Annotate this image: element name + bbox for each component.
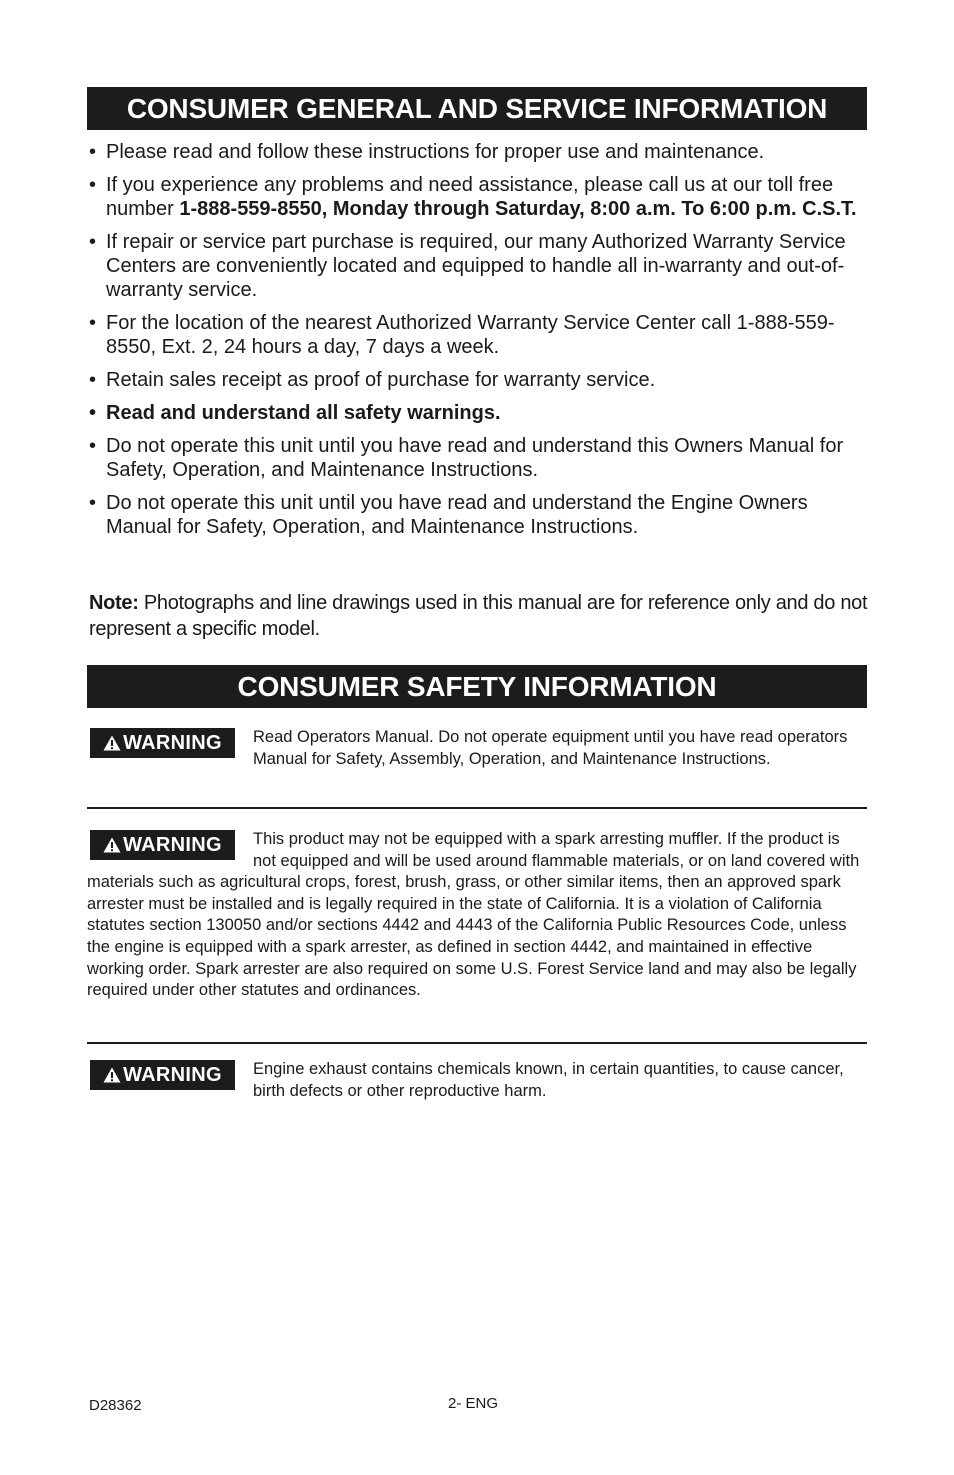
divider (87, 807, 867, 809)
warning-block (87, 1059, 867, 1102)
warning-label: WARNING (123, 1064, 222, 1086)
warning-label: WARNING (123, 834, 222, 856)
phone-hours: 1-888-559-8550, Monday through Saturday, 8:00 a.m. To 6:00 p.m. C.S.T. (179, 198, 857, 220)
list-item: • Do not operate this unit until you have read and understand the Engine Owners Manual for Safety, Operation, and Maintenance Instructions. (89, 491, 869, 539)
warning-triangle-icon (103, 837, 121, 853)
list-item: • Please read and follow these instructions for proper use and maintenance. (89, 140, 869, 164)
warning-block (87, 829, 867, 1002)
page-number: 2- ENG (448, 1395, 499, 1412)
warning-text: Engine exhaust contains chemicals known, in certain quantities, to cause cancer, birth defects or other reproductive harm. (253, 1060, 844, 1100)
document-code: D28362 (89, 1397, 142, 1414)
warning-triangle-icon (103, 1067, 121, 1083)
warning-triangle-icon (103, 735, 121, 751)
warning-label: WARNING (123, 732, 222, 754)
divider (87, 1042, 867, 1044)
warning-text: This product may not be equipped with a spark arresting muffler. If the product is not equipped and will be used around flammable materials, or on land covered with materials such as agricultural crops, forest, brush, grass, or other similar items, then an approved spark arrester must be installed and is legally required in the state of California. It is a violation of California statutes section 130050 and/or sections 4442 and 4443 of the California Public Resources Code, unless the engine is equipped with a spark arrester, as defined in section 4442, and maintained in effective working order. Spark arrester are also required on some U.S. Forest Service land and may also be legally required under other statutes and ordinances. (87, 830, 860, 1000)
section-title-general-service: CONSUMER GENERAL AND SERVICE INFORMATION (87, 87, 867, 130)
warning-badge (90, 1060, 235, 1090)
list-item: • Read and understand all safety warnings. (89, 401, 869, 425)
warning-badge (90, 830, 235, 860)
note-paragraph (89, 590, 874, 642)
list-item: • If repair or service part purchase is required, our many Authorized Warranty Service Centers are conveniently located and equipped to handle all in-warranty and out-of-warranty service. (89, 230, 869, 302)
list-item: • Do not operate this unit until you have read and understand this Owners Manual for Safety, Operation, and Maintenance Instructions. (89, 434, 869, 482)
warning-text: Read Operators Manual. Do not operate equipment until you have read operators Manual for Safety, Assembly, Operation, and Maintenance Instructions. (253, 728, 848, 768)
list-item: • Retain sales receipt as proof of purchase for warranty service. (89, 368, 869, 392)
section-title-safety: CONSUMER SAFETY INFORMATION (87, 665, 867, 708)
note-label: Note: (89, 592, 139, 614)
list-item: • If you experience any problems and need assistance, please call us at our toll free number 1-888-559-8550, Monday through Saturday, 8:00 a.m. To 6:00 p.m. C.S.T. (89, 173, 869, 221)
general-info-list (89, 140, 869, 548)
note-text: Photographs and line drawings used in this manual are for reference only and do not represent a specific model. (89, 592, 868, 640)
list-item: • For the location of the nearest Authorized Warranty Service Center call 1-888-559-8550, Ext. 2, 24 hours a day, 7 days a week. (89, 311, 869, 359)
warning-block (87, 727, 867, 770)
warning-badge (90, 728, 235, 758)
